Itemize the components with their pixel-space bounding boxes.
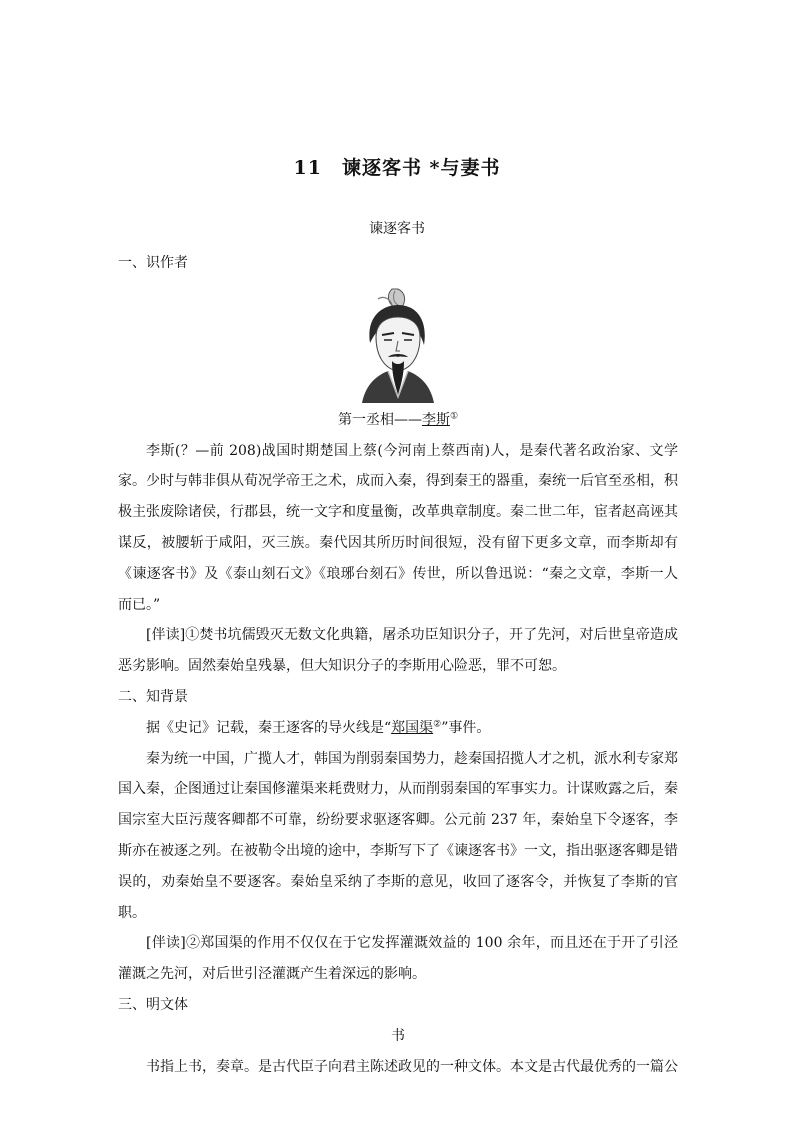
companion-note-1: [伴读]①焚书坑儒毁灭无数文化典籍，屠杀功臣知识分子，开了先河，对后世皇帝造成恶劣影响。固然秦始皇残暴，但大知识分子的李斯用心险恶，罪不可恕。 — [118, 627, 678, 675]
li-si-portrait — [348, 285, 448, 403]
lesson-number: 11 — [293, 157, 322, 179]
lesson-title-text: 谏逐客书 *与妻书 — [341, 157, 501, 179]
background-paragraph-1 — [118, 713, 678, 744]
caption-prefix: 第一丞相—— — [337, 411, 422, 428]
genre-paragraph: 书指上书，奏章。是古代臣子向君主陈述政见的一种文体。本文是古代最优秀的一篇公 — [146, 1058, 678, 1075]
caption-name: 李斯 — [421, 411, 450, 428]
heading-author: 一、识作者 — [118, 255, 188, 271]
heading-genre: 三、明文体 — [118, 996, 188, 1013]
heading-background: 二、知背景 — [118, 688, 188, 705]
companion-note-2: [伴读]②郑国渠的作用不仅仅在于它发挥灌溉效益的 100 余年，而且还在于开了引泾灌溉之先河，对后世引泾灌溉产生着深远的影响。 — [118, 935, 678, 983]
author-bio-paragraph: 李斯(？—前 208)战国时期楚国上蔡(今河南上蔡西南)人，是秦代著名政治家、文学家。少时与韩非俱从荀况学帝王之术，成而入秦，得到秦王的器重，秦统一后官至丞相，积极主张废除诸侯，行郡县，统一文字和度量衡，改革典章制度。秦二世二年，宦者赵高诬其谋反，被腰斩于咸阳，灭三族。秦代因其所历时间很短，没有留下更多文章，而李斯却有《谏逐客书》及《泰山刻石文》《琅琊台刻石》传世，所以鲁迅说：“秦之文章，李斯一人而已。” — [118, 442, 678, 613]
document-body — [118, 248, 678, 1082]
genre-term: 书 — [391, 1027, 405, 1044]
lesson-title — [0, 153, 794, 180]
bg-footnote-mark: ② — [433, 719, 442, 730]
bg-p1-after: ”事件。 — [441, 719, 491, 736]
portrait-caption — [118, 405, 678, 436]
caption-footnote-mark: ① — [449, 411, 459, 422]
bg-p1-before: 据《史记》记载，秦王逐客的导火线是“ — [146, 719, 392, 736]
zhengguo-canal-term: 郑国渠 — [391, 719, 434, 736]
background-paragraph-2: 秦为统一中国，广揽人才，韩国为削弱秦国势力，趁秦国招揽人才之机，派水利专家郑国入秦，企图通过让秦国修灌渠来耗费财力，从而削弱秦国的军事实力。计谋败露之后，秦国宗室大臣污蔑客卿都不可靠，纷纷要求驱逐客卿。公元前 237 年，秦始皇下令逐客，李斯亦在被逐之列。在被勒令出境的途中，李斯写下了《谏逐客书》一文，指出驱逐客卿是错误的，劝秦始皇不要逐客。秦始皇采纳了李斯的意见，收回了逐客令，并恢复了李斯的官职。 — [118, 750, 678, 921]
section-subtitle: 谏逐客书 — [369, 221, 425, 237]
